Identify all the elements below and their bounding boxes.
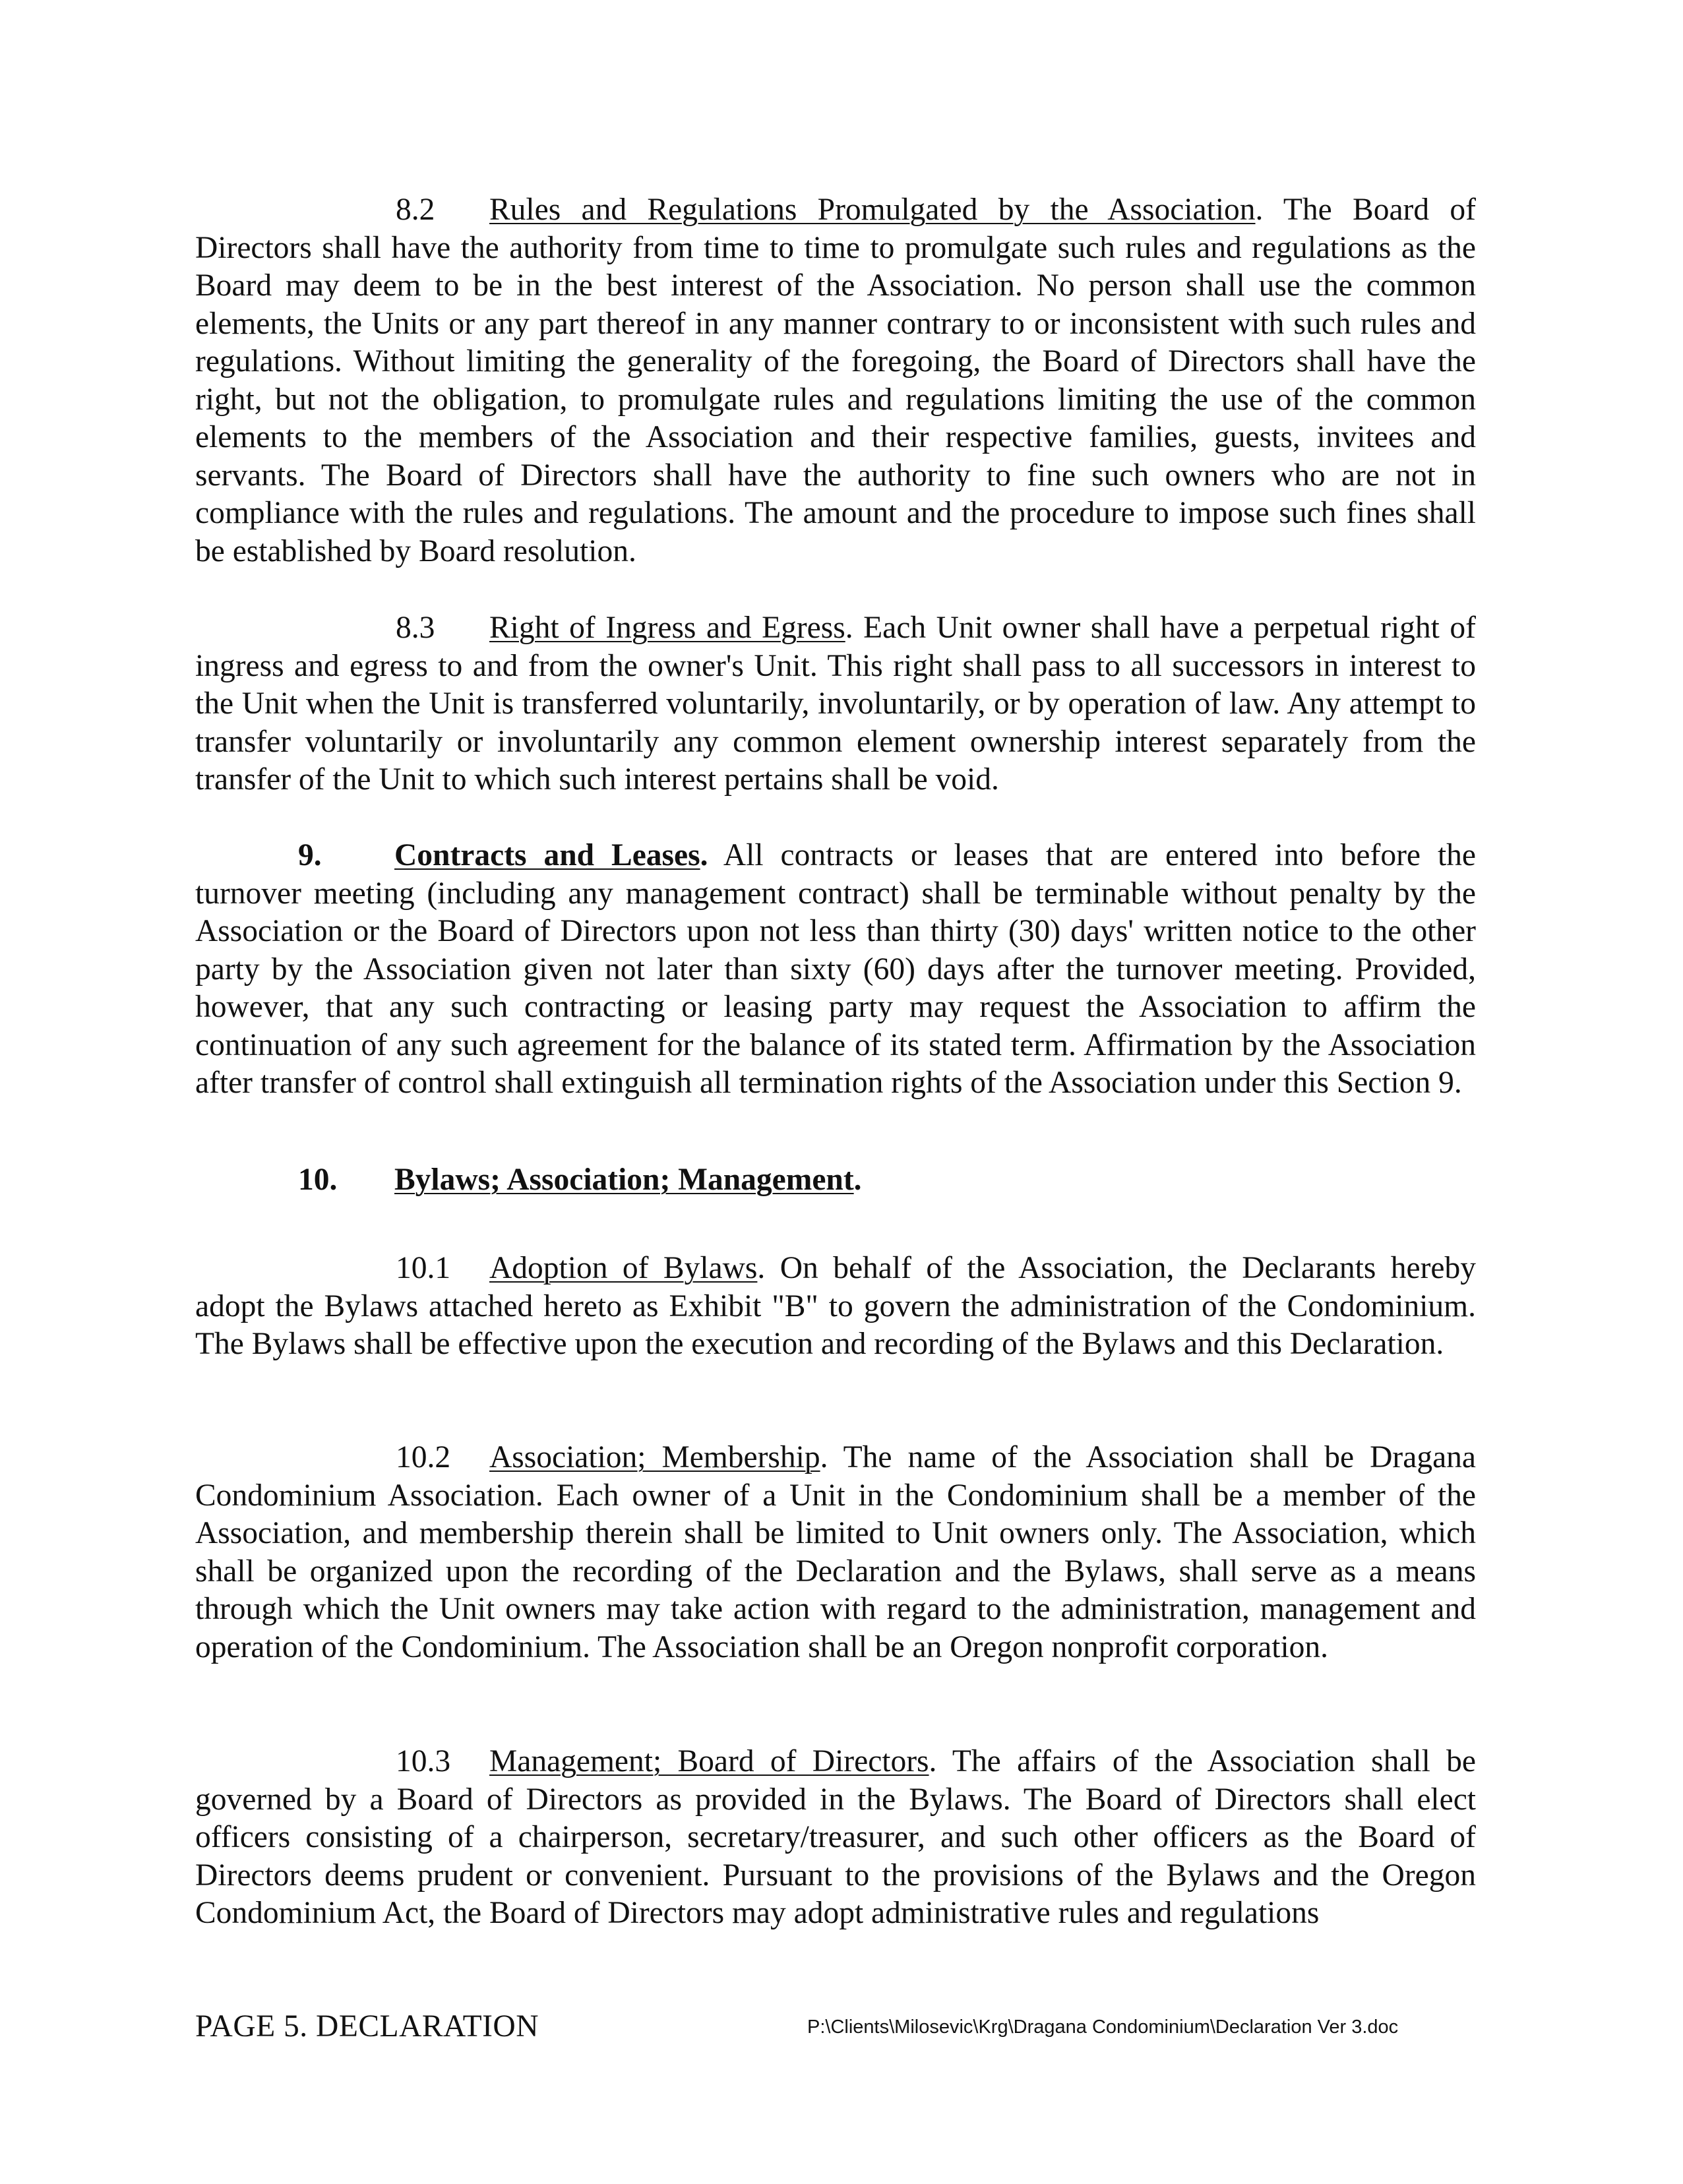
section-number: 8.2 bbox=[396, 193, 435, 227]
section-body: . The Board of Directors shall have the authority from time to time to promulgate such rules and regulations as the Board may deem to be in the best interest of the Association. No person shall use the common elements, the Units or any part thereof in any manner contrary to or inconsistent with such rules and regulations. Without limiting the generality of the foregoing, the Board of Directors shall have the right, but not the obligation, to promulgate rules and regulations limiting the use of the common elements to the members of the Association and their respective families, guests, invitees and servants. The Board of Directors shall have the authority to fine such owners who are not in compliance with the rules and regulations. The amount and the procedure to impose such fines shall be established by Board resolution. bbox=[195, 193, 1476, 568]
section-number: 8.3 bbox=[396, 611, 435, 645]
title-period: . bbox=[700, 838, 708, 872]
title-period: . bbox=[853, 1163, 862, 1197]
section-8-3 bbox=[195, 609, 1476, 799]
section-body: . The name of the Association shall be Dragana Condominium Association. Each owner of a Unit in the Condominium shall be a member of the Association, and membership therein shall be limited to Unit owners only. The Association, which shall be organized upon the recording of the Declaration and the Bylaws, shall serve as a means through which the Unit owners may take action with regard to the administration, management and operation of the Condominium. The Association shall be an Oregon nonprofit corporation. bbox=[195, 1440, 1476, 1664]
section-title: Adoption of Bylaws bbox=[489, 1251, 758, 1285]
section-title: Rules and Regulations Promulgated by the Association bbox=[489, 193, 1256, 227]
section-number: 9. bbox=[298, 838, 322, 872]
footer-file-path: P:\Clients\Milosevic\Krg\Dragana Condominium\Declaration Ver 3.doc bbox=[807, 2017, 1399, 2038]
section-number: 10.1 bbox=[396, 1251, 451, 1285]
section-body: All contracts or leases that are entered into before the turnover meeting (including any management contract) shall be terminable without penalty by the Association or the Board of Directors upon not less than thirty (30) days' written notice to the other party by the Association given not later than sixty (60) days after the turnover meeting. Provided, however, that any such contracting or leasing party may request the Association to affirm the continuation of any such agreement for the balance of its stated term. Affirmation by the Association after transfer of control shall extinguish all termination rights of the Association under this Section 9. bbox=[195, 838, 1476, 1100]
section-title: Bylaws; Association; Management bbox=[394, 1163, 854, 1197]
section-body: . On behalf of the Association, the Declarants hereby adopt the Bylaws attached hereto as Exhibit "B" to govern the administration of the Condominium. The Bylaws shall be effective upon the execution and recording of the Bylaws and this Declaration. bbox=[195, 1251, 1477, 1361]
section-title: Contracts and Leases bbox=[394, 838, 700, 872]
section-10-1 bbox=[195, 1250, 1476, 1364]
section-number: 10. bbox=[298, 1163, 338, 1197]
section-9 bbox=[195, 837, 1476, 1103]
section-8-2 bbox=[195, 191, 1476, 570]
section-number: 10.3 bbox=[396, 1744, 451, 1778]
section-title: Right of Ingress and Egress bbox=[489, 611, 845, 645]
section-body: . Each Unit owner shall have a perpetual right of ingress and egress to and from the owner's Unit. This right shall pass to all successors in interest to the Unit when the Unit is transferred voluntarily, involuntarily, or by operation of law. Any attempt to transfer voluntarily or involuntarily any common element ownership interest separately from the transfer of the Unit to which such interest pertains shall be void. bbox=[195, 611, 1476, 797]
section-10-3 bbox=[195, 1743, 1476, 1933]
section-title: Management; Board of Directors bbox=[489, 1744, 929, 1778]
footer-page-label: PAGE 5. DECLARATION bbox=[195, 2009, 539, 2044]
section-title: Association; Membership bbox=[489, 1440, 820, 1474]
section-number: 10.2 bbox=[396, 1440, 451, 1474]
section-body: . The affairs of the Association shall be governed by a Board of Directors as provided in the Bylaws. The Board of Directors shall elect officers consisting of a chairperson, secretary/treasurer, and such other officers as the Board of Directors deems prudent or convenient. Pursuant to the provisions of the Bylaws and the Oregon Condominium Act, the Board of Directors may adopt administrative rules and regulations bbox=[195, 1744, 1476, 1930]
section-10-heading bbox=[298, 1161, 862, 1199]
section-10-2 bbox=[195, 1439, 1476, 1666]
